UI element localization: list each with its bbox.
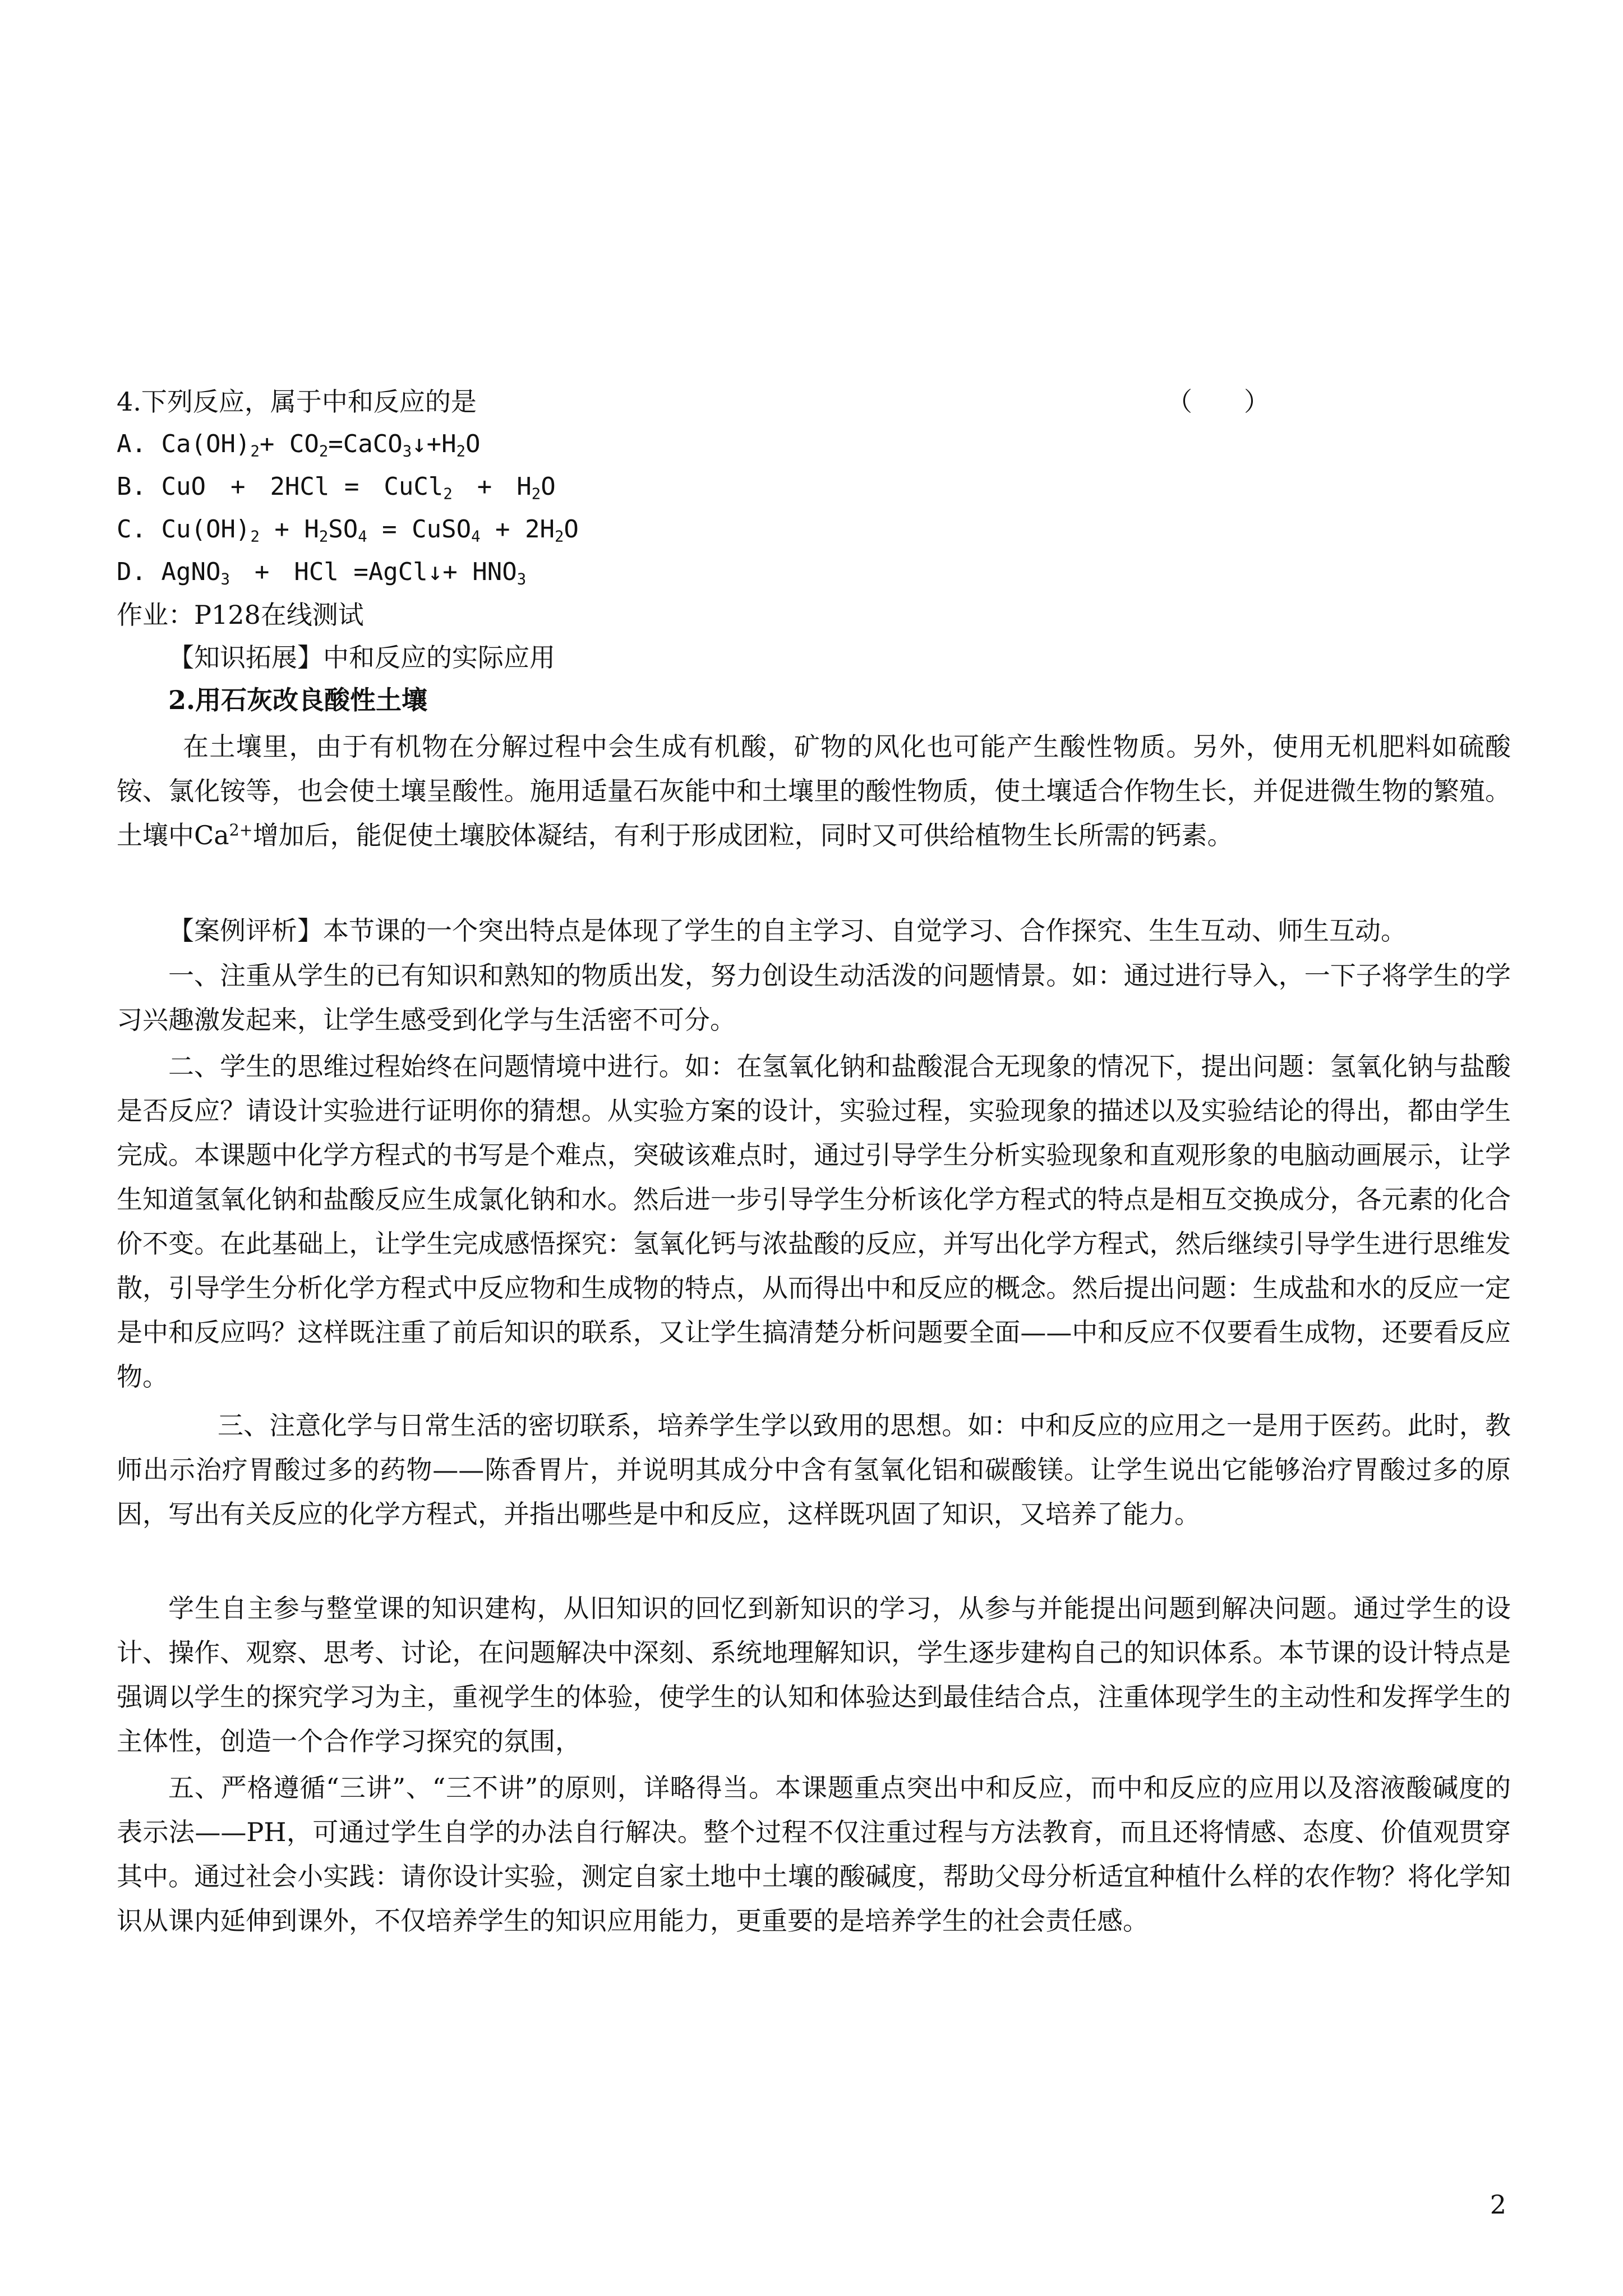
review-point-5: 五、严格遵循“三讲”、“三不讲”的原则，详略得当。本课题重点突出中和反应，而中和反应的应用以及溶液酸碱度的表示法——PH，可通过学生自学的办法自行解决。整个过程不仅注重过程与方法教育，而且还将情感、态度、价值观贯穿其中。通过社会小实践：请你设计实验，测定自家土地中土壤的酸碱度，帮助父母分析适宜种植什么样的农作物？将化学知识从课内延伸到课外，不仅培养学生的知识应用能力，更重要的是培养学生的社会责任感。 <box>117 1773 1511 1936</box>
review-point-3: 三、注意化学与日常生活的密切联系，培养学生学以致用的思想。如：中和反应的应用之一是用于医药。此时，教师出示治疗胃酸过多的药物——陈香胃片，并说明其成分中含有氢氧化铝和碳酸镁。让学生说出它能够治疗胃酸过多的原因，写出有关反应的化学方程式，并指出哪些是中和反应，这样既巩固了知识，又培养了能力。 <box>117 1410 1511 1529</box>
option-b: B. CuO + 2HCl = CuCl$_2$ + $H_2O$ <box>117 472 556 503</box>
review-point-2: 二、学生的思维过程始终在问题情境中进行。如：在氢氧化钠和盐酸混合无现象的情况下，提出问题：氢氧化钠与盐酸是否反应？请设计实验进行证明你的猜想。从实验方案的设计，实验过程，实验现象的描述以及实验结论的得出，都由学生完成。本课题中化学方程式的书写是个难点，突破该难点时，通过引导学生分析实验现象和直观形象的电脑动画展示，让学生知道氢氧化钠和盐酸反应生成氯化钠和水。然后进一步引导学生分析该化学方程式的特点是相互交换成分，各元素的化合价不变。在此基础上，让学生完成感悟探究：氢氧化钙与浓盐酸的反应，并写出化学方程式，然后继续引导学生进行思维发散，引导学生分析化学方程式中反应物和生成物的特点，从而得出中和反应的概念。然后提出问题：生成盐和水的反应一定是中和反应吗？这样既注重了前后知识的联系，又让学生搞清楚分析问题要全面——中和反应不仅要看生成物，还要看反应物。 <box>117 1051 1511 1392</box>
answer-parentheses: （ ） <box>1166 386 1270 417</box>
extension-subheading: 2.用石灰改良酸性土壤 <box>168 685 428 715</box>
extension-paragraph: 在土壤里，由于有机物在分解过程中会生成有机酸，矿物的风化也可能产生酸性物质。另外，使用无机肥料如硫酸铵、氯化铵等，也会使土壤呈酸性。施用适量石灰能中和土壤里的酸性物质，使土壤适合作物生长，并促进微生物的繁殖。土壤中$Ca^{2+}$增加后，能促使土壤胶体凝结，有利于形成团粒，同时又可供给植物生长所需的钙素。 <box>117 731 1511 850</box>
option-a: A. $Ca(OH)_2+$ $CO_2=CaCO_3↓+H_2O$ <box>117 430 481 461</box>
page-number: 2 <box>1490 2189 1506 2220</box>
review-point-4: 学生自主参与整堂课的知识建构，从旧知识的回忆到新知识的学习，从参与并能提出问题到解决问题。通过学生的设计、操作、观察、思考、讨论，在问题解决中深刻、系统地理解知识，学生逐步建构自己的知识体系。本节课的设计特点是强调以学生的探究学习为主，重视学生的体验，使学生的认知和体验达到最佳结合点，注重体现学生的主动性和发挥学生的主体性，创造一个合作学习探究的氛围， <box>117 1593 1511 1756</box>
extension-heading: 【知识拓展】中和反应的实际应用 <box>168 642 555 673</box>
homework-line: 作业：P128在线测试 <box>117 600 364 630</box>
question-stem: 4.下列反应，属于中和反应的是 <box>117 386 477 417</box>
option-c: C. $Cu(OH)_2 + H_2SO_4$ = CuSO$_4$ + $2H_2O$ <box>117 515 579 546</box>
option-d: D. AgNO$_3$ + HCl =AgCl↓+ $HNO_3$ <box>117 558 527 588</box>
review-intro: 【案例评析】本节课的一个突出特点是体现了学生的自主学习、自觉学习、合作探究、生生互动、师生互动。 <box>168 915 1407 946</box>
review-point-1: 一、注重从学生的已有知识和熟知的物质出发，努力创设生动活泼的问题情景。如：通过进行导入，一下子将学生的学习兴趣激发起来，让学生感受到化学与生活密不可分。 <box>117 960 1511 1035</box>
